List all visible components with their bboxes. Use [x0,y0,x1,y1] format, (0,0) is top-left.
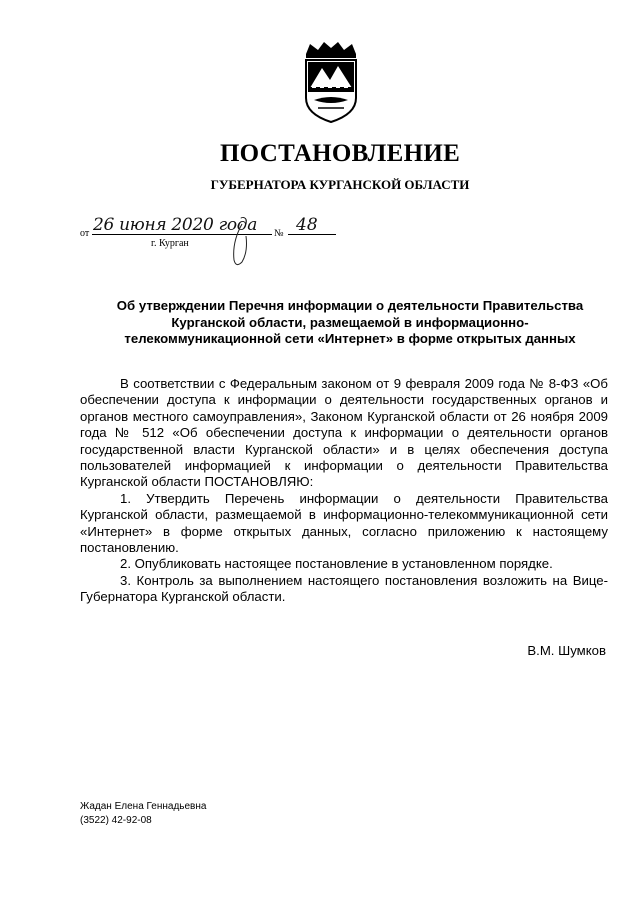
handwritten-number: 48 [296,215,318,235]
executor-name: Жадан Елена Геннадьевна [80,801,207,812]
executor-info [80,800,206,828]
handwritten-date: 26 июня 2020 года [93,215,258,235]
number-prefix: № [274,228,284,239]
executor-phone: (3522) 42-92-08 [80,815,152,826]
heading-line: Об утверждении Перечня информации о деятельности Правительства [116,298,584,313]
date-prefix: от [80,228,90,239]
document-subtitle: ГУБЕРНАТОРА КУРГАНСКОЙ ОБЛАСТИ [210,177,470,192]
signatory-name: В.М. Шумков [527,643,606,658]
item-1-paragraph: 1. Утвердить Перечень информации о деятельности Правительства Курганской области, размещаемой в информационно-телекоммуникационной сети «Интернет» в форме открытых данных, согласно приложению к настоящему постановлению. [80,490,608,556]
handwriting-flourish [228,222,252,270]
number-underline [288,234,336,235]
document-body [80,376,608,606]
item-3-paragraph: 3. Контроль за выполнением настоящего постановления возложить на Вице-Губернатора Курганской области. [80,572,608,605]
item-2-paragraph: 2. Опубликовать настоящее постановление в установленном порядке. [120,556,553,572]
document-heading [60,298,640,348]
heading-line: телекоммуникационной сети «Интернет» в форме открытых данных [124,331,576,346]
document-title: ПОСТАНОВЛЕНИЕ [219,140,461,167]
city: г. Курган [151,238,189,249]
heading-line: Курганской области, размещаемой в информационно- [171,314,529,330]
coat-of-arms-emblem [300,40,362,124]
preamble-paragraph: В соответствии с Федеральным законом от 9 февраля 2009 года № 8-ФЗ «Об обеспечении доступа к информации о деятельности государственных органов и органов местного самоуправления», Законом Курганской области от 26 ноября 2009 года № 512 «Об обеспечении доступа к информации о деятельности органов государственной власти Курганской области» и в целях обеспечения доступа пользователей информацией к информации о деятельности Правительства Курганской области ПОСТАНОВЛЯЮ: [80,376,608,490]
